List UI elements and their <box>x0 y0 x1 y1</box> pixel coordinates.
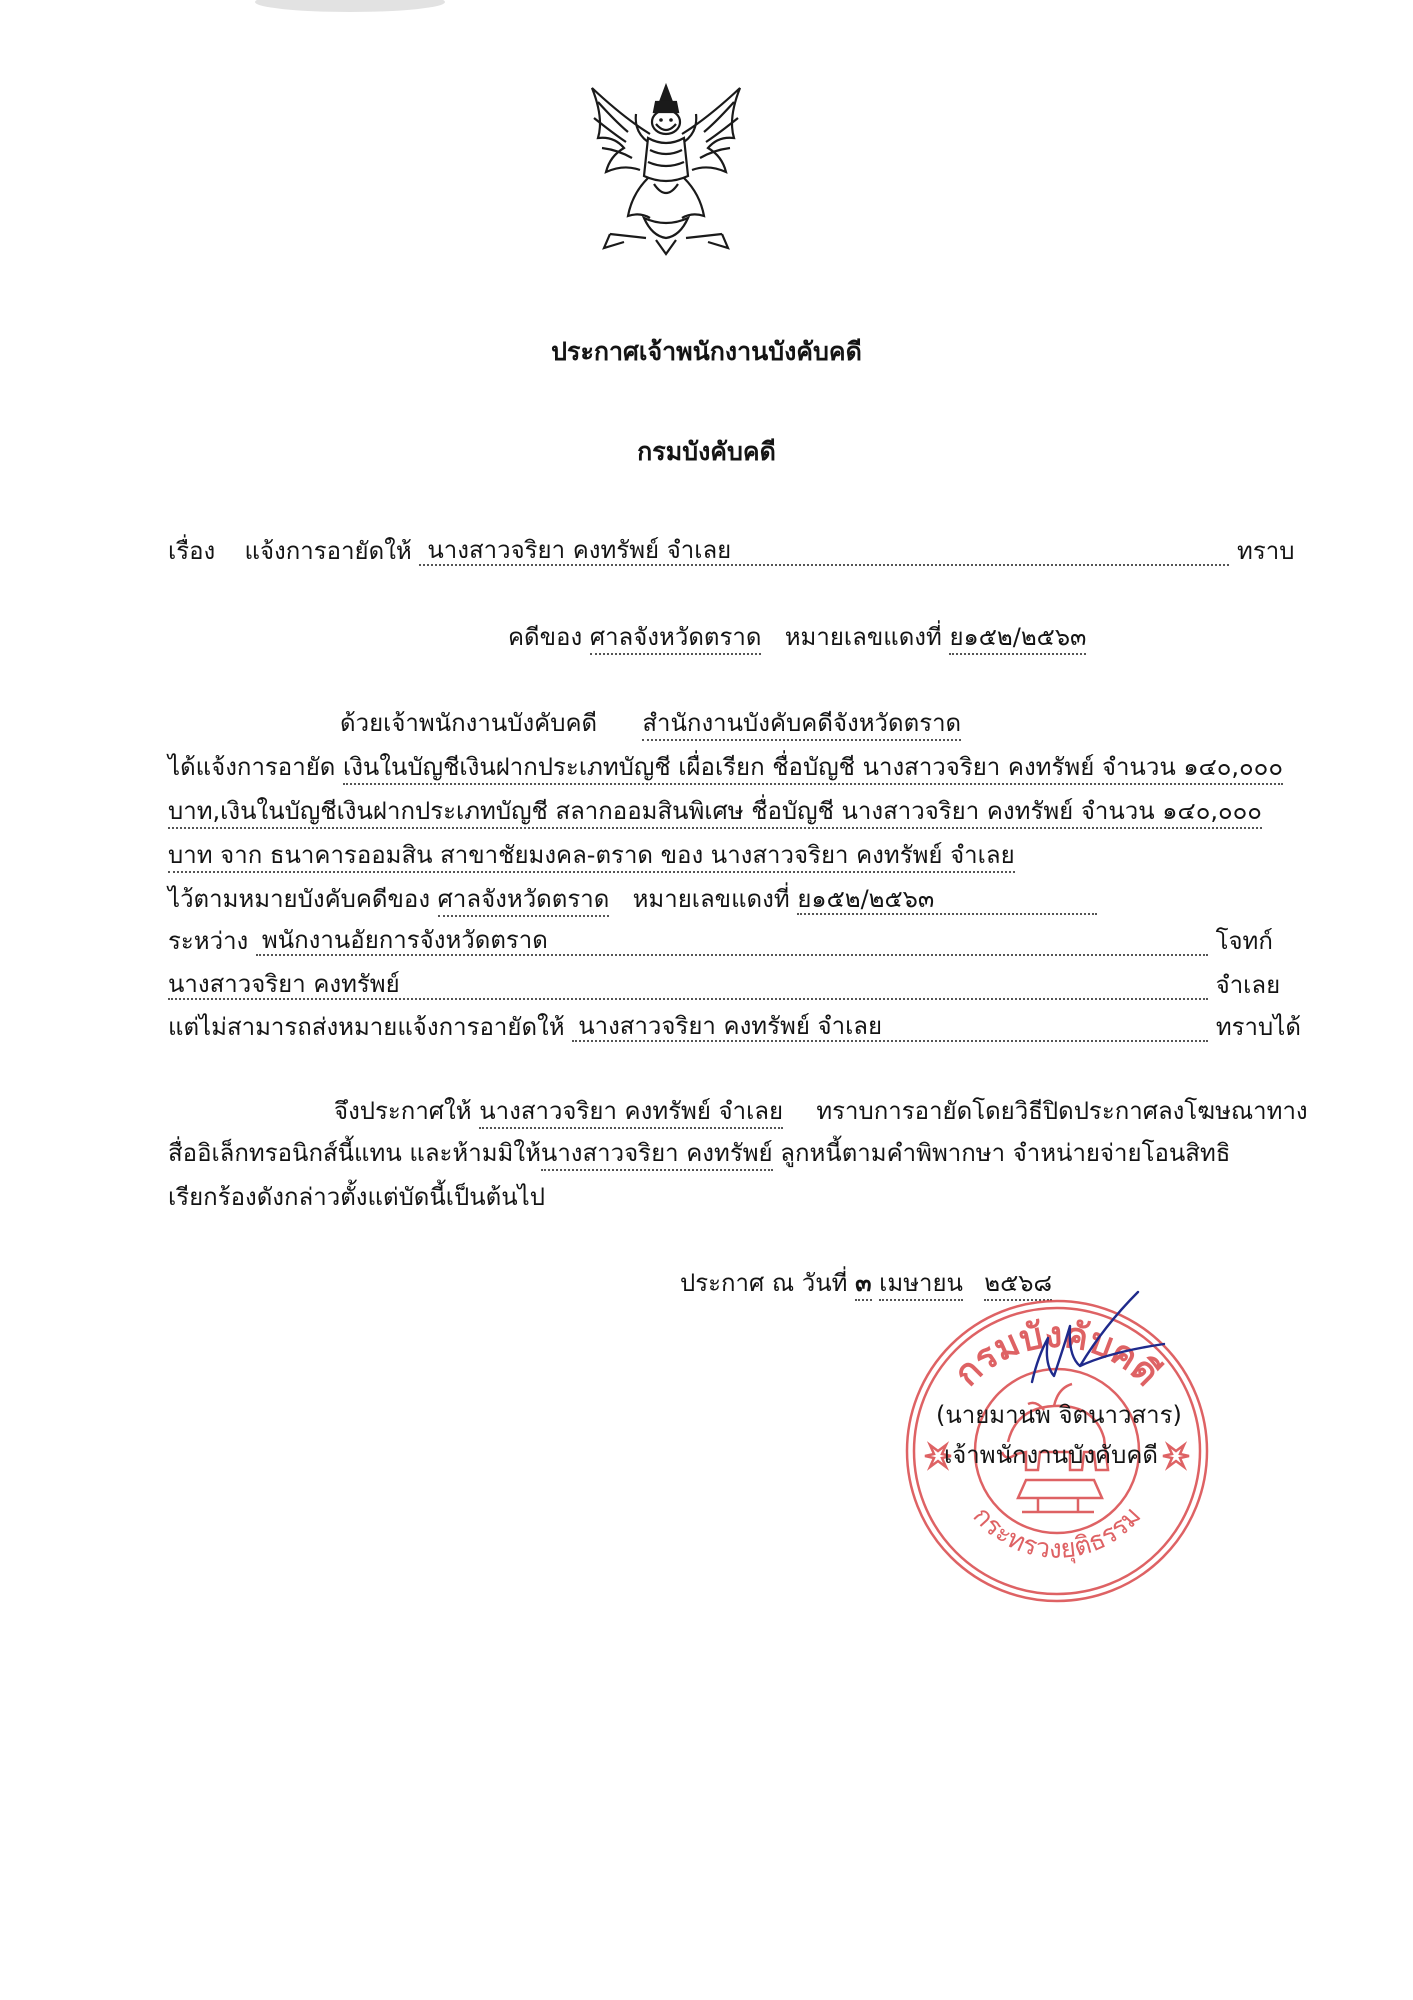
officer-intro: ด้วยเจ้าพนักงานบังคับคดี <box>340 709 598 737</box>
warrant-court: ศาลจังหวัดตราด <box>438 885 610 917</box>
defendant-name: นางสาวจริยา คงทรัพย์ <box>168 970 400 998</box>
subject-line <box>168 536 1295 566</box>
notice-party: นางสาวจริยา คงทรัพย์ จำเลย <box>479 1097 783 1129</box>
notice-line1-rest: ทราบการอายัดโดยวิธีปิดประกาศลงโฆษณาทาง <box>816 1097 1308 1125</box>
undeliverable-prefix: แต่ไม่สามารถส่งหมายแจ้งการอายัดให้ <box>168 1013 565 1041</box>
warrant-prefix: ไว้ตามหมายบังคับคดีของ <box>168 885 431 913</box>
notice-line2-b: ลูกหนี้ตามคำพิพากษา จำหน่ายจ่ายโอนสิทธิ <box>772 1139 1231 1167</box>
warrant-number-field <box>797 885 1097 915</box>
case-prefix: คดีของ <box>508 623 583 651</box>
plaintiff-role: โจทก์ <box>1215 927 1273 955</box>
date-year: ๒๕๖๘ <box>984 1269 1052 1301</box>
signatory-name: (นายมานพ จิตนาวสาร) <box>936 1401 1182 1429</box>
seized-text-2: บาท,เงินในบัญชีเงินฝากประเภทบัญชี สลากออมสินพิเศษ ชื่อบัญชี นางสาวจริยา คงทรัพย์ จำนวน ๑๔๐,๐๐๐ <box>168 797 1262 829</box>
department-name: กรมบังคับคดี <box>637 437 776 466</box>
officer-office: สำนักงานบังคับคดีจังหวัดตราด <box>642 709 961 741</box>
case-number-label: หมายเลขแดงที่ <box>784 623 942 651</box>
defendant-role: จำเลย <box>1215 971 1281 999</box>
defendant-line <box>168 970 1280 1000</box>
seized-text-3: บาท จาก ธนาคารออมสิน สาขาชัยมงคล-ตราด ของ นางสาวจริยา คงทรัพย์ จำเลย <box>168 841 1015 873</box>
seized-text-1: เงินในบัญชีเงินฝากประเภทบัญชี เผื่อเรียก ชื่อบัญชี นางสาวจริยา คงทรัพย์ จำนวน ๑๔๐,๐๐๐ <box>343 753 1283 785</box>
plaintiff-line <box>168 926 1273 956</box>
handwritten-signature <box>1014 1286 1174 1402</box>
subject-party: นางสาวจริยา คงทรัพย์ จำเลย <box>427 536 732 564</box>
subject-party-field <box>419 536 1229 566</box>
case-number: ย๑๕๒/๒๕๖๓ <box>949 623 1086 655</box>
undeliverable-field <box>572 1012 1208 1042</box>
warrant-number: ย๑๕๒/๒๕๖๓ <box>797 885 935 913</box>
subject-suffix: ทราบ <box>1237 537 1295 565</box>
plaintiff-name: พนักงานอัยการจังหวัดตราด <box>261 926 548 954</box>
notice-line2-name: นางสาวจริยา คงทรัพย์ <box>541 1139 773 1171</box>
seized-line-2 <box>168 796 1262 826</box>
date-month: เมษายน <box>879 1269 963 1301</box>
warrant-number-label: หมายเลขแดงที่ <box>632 885 790 913</box>
seized-line-1 <box>168 752 1283 782</box>
notice-line2-a: สื่ออิเล็กทรอนิกส์นี้แทน และห้ามมิให้ <box>168 1139 541 1167</box>
seized-label: ได้แจ้งการอายัด <box>168 753 336 781</box>
notice-prefix: จึงประกาศให้ <box>334 1097 472 1125</box>
undeliverable-party: นางสาวจริยา คงทรัพย์ จำเลย <box>578 1012 883 1040</box>
signatory-position: เจ้าพนักงานบังคับคดี <box>944 1441 1158 1469</box>
defendant-field <box>168 970 1208 1000</box>
plaintiff-field <box>256 926 1208 956</box>
date-prefix: ประกาศ ณ วันที่ <box>680 1269 848 1297</box>
case-court: ศาลจังหวัดตราด <box>590 623 762 655</box>
notice-line-2 <box>168 1138 1230 1168</box>
stamp-bottom-text: กระทรวงยุติธรรม <box>966 1501 1148 1565</box>
case-reference <box>508 622 1086 652</box>
seized-line-3 <box>168 840 1015 870</box>
notice-line-1 <box>334 1096 1308 1126</box>
page-title: ประกาศเจ้าพนักงานบังคับคดี <box>551 337 862 366</box>
undeliverable-line <box>168 1012 1301 1042</box>
scan-smudge <box>250 0 450 16</box>
notice-line3: เรียกร้องดังกล่าวตั้งแต่บัดนี้เป็นต้นไป <box>168 1183 545 1211</box>
warrant-line <box>168 884 1097 915</box>
notice-line-3 <box>168 1182 545 1212</box>
stamp-top-text: กรมบังคับคดี <box>946 1314 1168 1395</box>
officer-intro-line <box>340 708 961 738</box>
subject-text: แจ้งการอายัดให้ <box>244 537 412 565</box>
garuda-emblem-icon <box>584 78 748 256</box>
date-day: ๓ <box>855 1269 871 1301</box>
between-label: ระหว่าง <box>168 927 249 955</box>
subject-label: เรื่อง <box>168 537 216 565</box>
undeliverable-suffix: ทราบได้ <box>1215 1013 1301 1041</box>
